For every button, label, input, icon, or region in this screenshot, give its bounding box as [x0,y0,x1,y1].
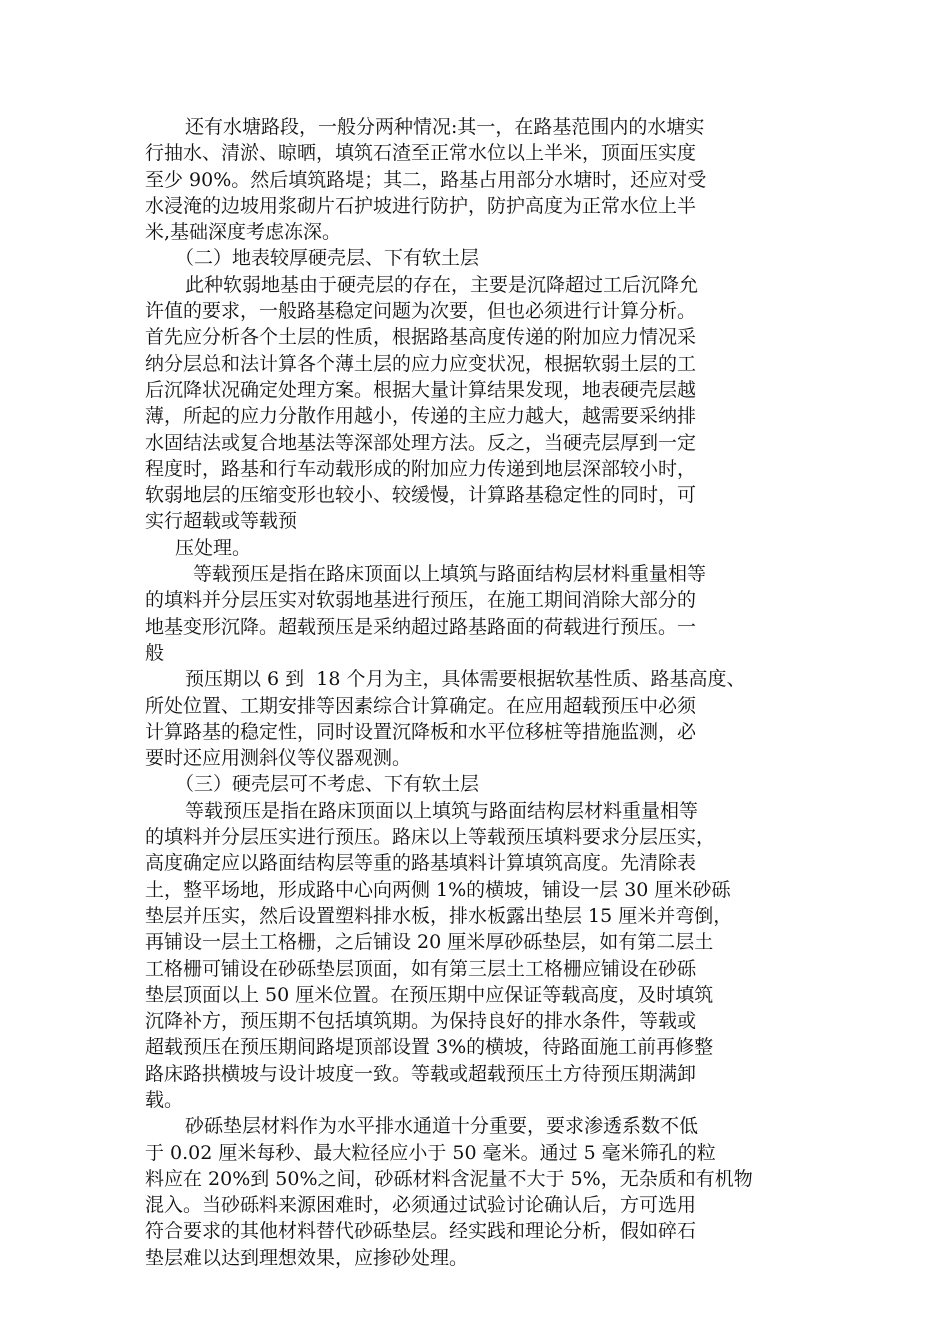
text-line: 程度时，路基和行车动载形成的附加应力传递到地层深部较小时， [145,457,697,480]
text-line: 的填料并分层压实进行预压。路床以上等载预压填料要求分层压实， [145,826,716,849]
text-line: 垫层难以达到理想效果，应掺砂处理。 [145,1246,469,1269]
text-line: 般 [145,641,165,664]
text-line: （二）地表较厚硬壳层、下有软土层 [175,247,480,270]
text-line: （三）硬壳层可不考虑、下有软土层 [175,773,480,796]
text-line: 等载预压是指在路床顶面以上填筑与路面结构层材料重量相等 [187,563,707,586]
text-line: 垫层并压实，然后设置塑料排水板，排水板露出垫层 15 厘米并弯倒， [145,904,733,927]
text-line: 纳分层总和法计算各个薄土层的应力应变状况，根据软弱土层的工 [145,352,697,375]
text-line: 地基变形沉降。超载预压是采纳超过路基路面的荷载进行预压。一 [145,615,697,638]
text-line: 的填料并分层压实对软弱地基进行预压，在施工期间消除大部分的 [145,589,697,612]
text-line: 水固结法或复合地基法等深部处理方法。反之，当硬壳层厚到一定 [145,431,697,454]
text-line: 混入。当砂砾料来源困难时，必须通过试验讨论确认后，方可选用 [145,1194,697,1217]
text-line: 首先应分析各个土层的性质，根据路基高度传递的附加应力情况采 [145,326,697,349]
paragraph [145,771,835,797]
text-line: 水浸淹的边坡用浆砌片石护坡进行防护，防护高度为正常水位上半 [145,194,697,217]
text-line: 软弱地层的压缩变形也较小、较缓慢，计算路基稳定性的同时，可 [145,484,697,507]
paragraph [145,666,835,771]
paragraph [145,114,835,245]
text-line: 土，整平场地，形成路中心向两侧 1%的横坡，铺设一层 30 厘米砂砾 [145,878,731,901]
text-line: 米,基础深度考虑冻深。 [145,221,342,244]
text-line: 要时还应用测斜仪等仪器观测。 [145,747,412,770]
text-line: 砂砾垫层材料作为水平排水通道十分重要，要求渗透系数不低 [185,1115,699,1138]
paragraph [145,272,835,535]
text-line: 工格栅可铺设在砂砾垫层顶面，如有第三层土工格栅应铺设在砂砾 [145,957,697,980]
text-line: 所处位置、工期安排等因素综合计算确定。在应用超载预压中必须 [145,694,697,717]
text-line: 符合要求的其他材料替代砂砾垫层。经实践和理论分析，假如碎石 [145,1220,697,1243]
paragraph [145,1113,835,1271]
text-line: 压处理。 [175,536,252,559]
text-line: 计算路基的稳定性，同时设置沉降板和水平位移桩等措施监测，必 [145,720,697,743]
text-line: 实行超载或等载预 [145,510,298,533]
text-line: 等载预压是指在路床顶面以上填筑与路面结构层材料重量相等 [185,799,699,822]
text-line: 此种软弱地基由于硬壳层的存在，主要是沉降超过工后沉降允 [185,273,699,296]
text-line: 沉降补方，预压期不包括填筑期。为保持良好的排水条件，等载或 [145,1010,697,1033]
text-line: 于 0.02 厘米每秒、最大粒径应小于 50 毫米。通过 5 毫米筛孔的粒 [145,1141,716,1164]
text-line: 行抽水、清淤、晾晒，填筑石渣至正常水位以上半米，顶面压实度 [145,142,697,165]
text-line: 垫层顶面以上 50 厘米位置。在预压期中应保证等载高度，及时填筑 [145,983,714,1006]
text-line: 还有水塘路段，一般分两种情况:其一，在路基范围内的水塘实 [185,116,705,138]
text-line: 路床路拱横坡与设计坡度一致。等载或超载预压土方待预压期满卸 [145,1062,697,1085]
paragraph [145,245,835,271]
text-line: 后沉降状况确定处理方案。根据大量计算结果发现，地表硬壳层越 [145,378,697,401]
text-line: 至少 90%。然后填筑路堤；其二，路基占用部分水塘时，还应对受 [145,168,707,191]
paragraph [145,535,835,561]
text-line: 超载预压在预压期间路堤顶部设置 3%的横坡，待路面施工前再修整 [145,1036,714,1059]
text-line: 再铺设一层土工格栅，之后铺设 20 厘米厚砂砾垫层，如有第二层土 [145,931,714,954]
text-line: 预压期以 6 到 18 个月为主，具体需要根据软基性质、路基高度、 [185,668,746,691]
paragraph [145,561,835,666]
text-line: 料应在 20%到 50%之间，砂砾材料含泥量不大于 5%，无杂质和有机物 [145,1167,753,1190]
text-line: 许值的要求，一般路基稳定问题为次要，但也必须进行计算分析。 [145,300,697,323]
text-line: 薄，所起的应力分散作用越小，传递的主应力越大，越需要采纳排 [145,405,697,428]
document-body [145,114,835,1271]
text-line: 载。 [145,1088,184,1111]
text-line: 高度确定应以路面结构层等重的路基填料计算填筑高度。先清除表 [145,852,697,875]
paragraph [145,798,835,1114]
